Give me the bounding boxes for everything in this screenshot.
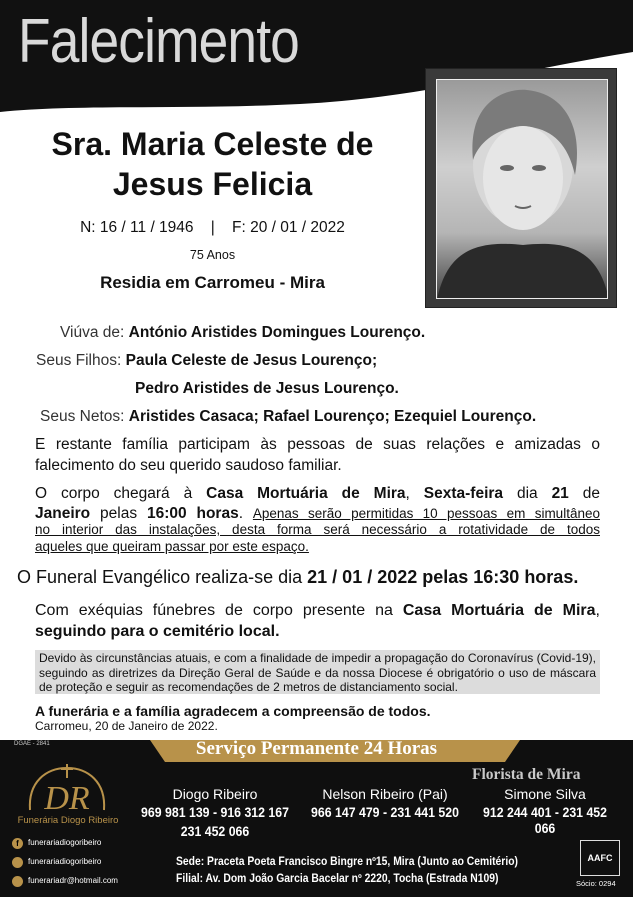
- instagram-icon: [12, 857, 23, 868]
- contact3-phone: 912 244 401 - 231 452 066: [483, 804, 607, 836]
- contact1-phone: 969 981 139 - 916 312 167: [141, 804, 289, 820]
- contact3-name: Simone Silva: [504, 786, 586, 802]
- contact1-phone2: 231 452 066: [180, 823, 250, 839]
- family-notice-line2: falecimento do seu querido saudoso familiar.: [35, 457, 342, 474]
- widow-row: [60, 322, 625, 343]
- exequias-line2: seguindo para o cemitério local.: [35, 623, 280, 640]
- grandchildren-label: Seus Netos:: [40, 408, 125, 425]
- facebook-icon: f: [12, 838, 23, 849]
- children-label: Seus Filhos:: [36, 352, 122, 369]
- contact1-name: Diogo Ribeiro: [172, 786, 258, 802]
- child-name: Pedro Aristides de Jesus Lourenço.: [135, 380, 399, 397]
- arrival-line1: O corpo chegará à Casa Mortuária de Mira, Sexta-feira dia 21 de: [35, 485, 600, 502]
- banner-title: Falecimento: [18, 7, 299, 76]
- widow-name: António Aristides Domingues Lourenço.: [128, 324, 426, 341]
- exequias-line1: Com exéquias fúnebres de corpo presente na Casa Mortuária de Mira,: [35, 602, 600, 619]
- member-number: Sócio: 0294: [576, 879, 616, 888]
- portrait-frame: [425, 68, 617, 308]
- portrait-photo: [436, 79, 608, 299]
- deceased-name-line1: Sra. Maria Celeste de: [51, 126, 374, 162]
- restriction-line3: aqueles que queiram passar por este espaço.: [35, 539, 309, 554]
- arrival-line2: Janeiro pelas 16:00 horas. Apenas serão permitidas 10 pessoas em simultâneo: [35, 505, 600, 522]
- widow-label: Viúva de:: [60, 324, 125, 341]
- covid-notice: Devido às circunstâncias atuais, e com a finalidade de impedir a propagação do Coronavírus (Covid-19), seguindo as diretrizes da Direção Geral de Saúde e da nossa Diocese é obrigatório o uso de máscara de proteção e seguir as recomendações de 2 metros de distanciamento social.: [35, 650, 600, 694]
- contact2-phone: 966 147 479 - 231 441 520: [311, 804, 459, 820]
- place-date: Carromeu, 20 de Janeiro de 2022.: [35, 719, 218, 733]
- child-name-row: [135, 378, 633, 399]
- email-icon: [12, 876, 23, 887]
- logo-initials: DR: [44, 780, 90, 817]
- age: 75 Anos: [189, 248, 236, 262]
- florist-name: Florista de Mira: [472, 766, 581, 783]
- birth-death-dates: N: 16 / 11 / 1946 | F: 20 / 01 / 2022: [80, 219, 345, 236]
- member-logo-text: AAFC: [587, 853, 613, 863]
- grandchildren-names: Aristides Casaca; Rafael Lourenço; Ezequiel Lourenço.: [128, 408, 537, 425]
- funeral-announcement: O Funeral Evangélico realiza-se dia 21 / 01 / 2022 pelas 16:30 horas.: [17, 567, 579, 587]
- contact2-name: Nelson Ribeiro (Pai): [322, 786, 448, 802]
- residence: Residia em Carromeu - Mira: [100, 273, 325, 292]
- restriction-line2: no interior das instalações, desta forma será necessário a rotatividade de todos: [35, 522, 600, 537]
- member-badge: [580, 840, 620, 876]
- family-notice-line1: E restante família participam às pessoas de suas relações e amizadas o: [35, 436, 600, 453]
- service-label: Serviço Permanente 24 Horas: [195, 738, 438, 759]
- deceased-name-line2: Jesus Felicia: [112, 166, 313, 202]
- filial-address: Filial: Av. Dom João Garcia Bacelar nº 2220, Tocha (Estrada N109): [176, 873, 499, 885]
- sede-address: Sede: Praceta Poeta Francisco Bingre nº15, Mira (Junto ao Cemitério): [176, 856, 518, 868]
- thanks-line: A funerária e a família agradecem a compreensão de todos.: [35, 703, 431, 719]
- license-number: DGAE - 2841: [14, 741, 50, 747]
- child-name: Paula Celeste de Jesus Lourenço;: [125, 352, 378, 369]
- children-row: [36, 350, 601, 371]
- logo-name: Funerária Diogo Ribeiro: [17, 815, 119, 826]
- restriction-text: Apenas serão permitidas 10 pessoas em simultâneo: [252, 506, 600, 521]
- grandchildren-row: [40, 406, 605, 427]
